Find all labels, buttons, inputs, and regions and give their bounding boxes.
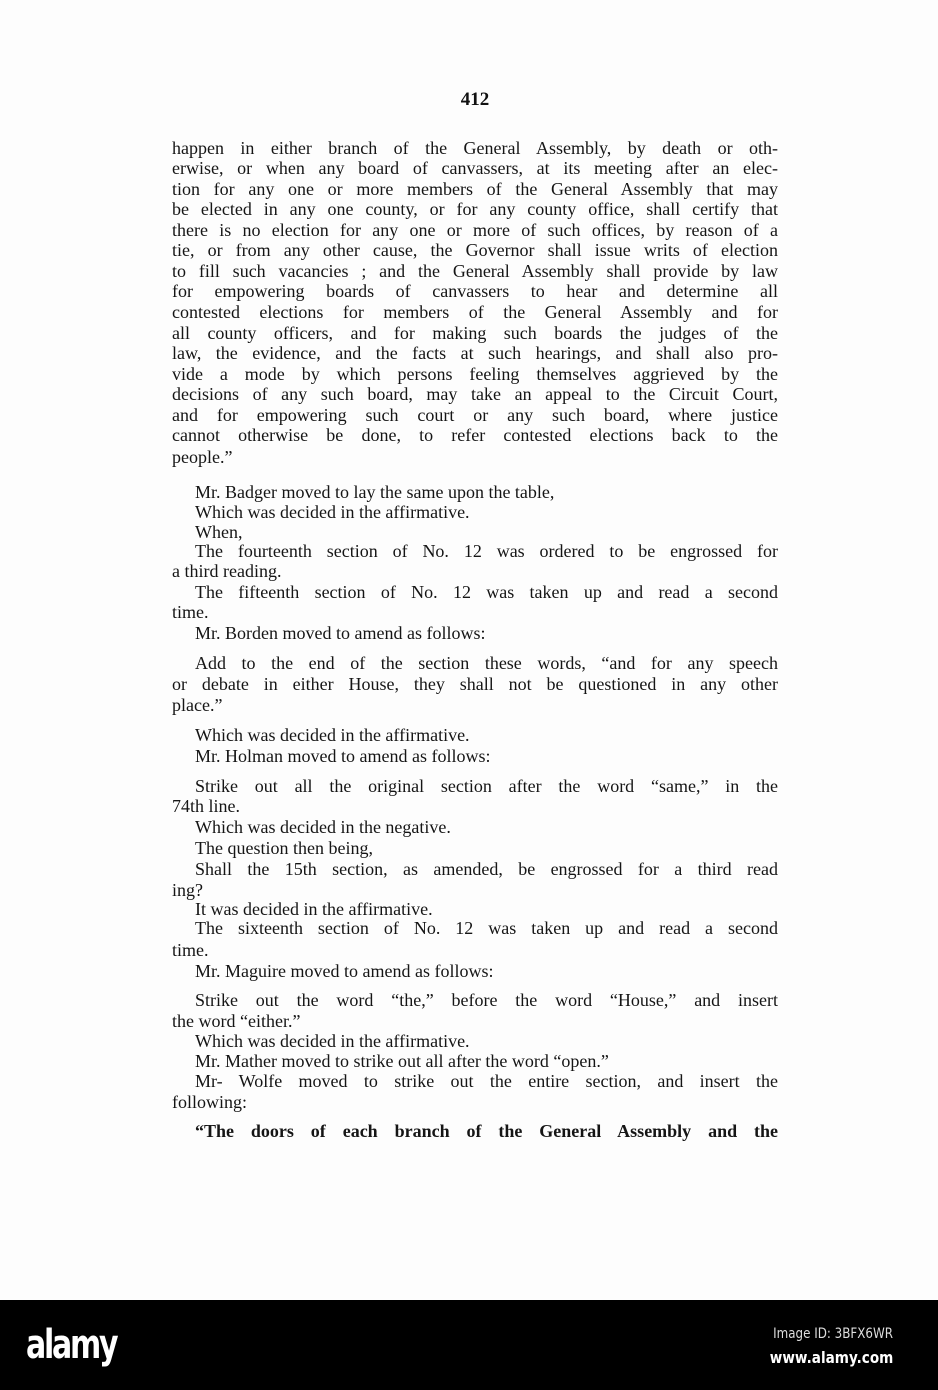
text-line: The question then being,: [195, 838, 373, 858]
text-line: Shall the 15th section, as amended, be engrossed for a third read: [195, 859, 778, 879]
text-line: It was decided in the affirmative.: [195, 899, 433, 919]
text-line: Which was decided in the affirmative.: [195, 1031, 470, 1051]
text-line: all county officers, and for making such boards the judges of the: [172, 323, 778, 343]
text-line: Mr. Badger moved to lay the same upon the table,: [195, 482, 555, 502]
text-line: vide a mode by which persons feeling themselves aggrieved by the: [172, 364, 778, 384]
text-line: Which was decided in the affirmative.: [195, 502, 470, 522]
text-line: tion for any one or more members of the General Assembly that may: [172, 179, 778, 199]
text-line: Add to the end of the section these words, “and for any speech: [195, 653, 778, 673]
text-line: tie, or from any other cause, the Governor shall issue writs of election: [172, 240, 778, 260]
text-line: Strike out all the original section after the word “same,” in the: [195, 776, 778, 796]
image-id: Image ID: 3BFX6WR: [773, 1326, 893, 1342]
text-line: for empowering boards of canvassers to hear and determine all: [172, 281, 778, 301]
text-line: The sixteenth section of No. 12 was taken up and read a second: [195, 918, 778, 938]
site-url: www.alamy.com: [769, 1348, 893, 1367]
text-line: and for empowering such court or any such board, where justice: [172, 405, 778, 425]
text-line: ing?: [172, 880, 203, 900]
watermark-bar: [0, 1300, 938, 1390]
text-line: decisions of any such board, may take an appeal to the Circuit Court,: [172, 384, 778, 404]
text-line: time.: [172, 940, 209, 960]
text-line: The fifteenth section of No. 12 was taken up and read a second: [195, 582, 778, 602]
text-line: erwise, or when any board of canvassers, at its meeting after an elec-: [172, 158, 778, 178]
text-line: Mr. Mather moved to strike out all after the word “open.”: [195, 1051, 609, 1071]
text-line: happen in either branch of the General Assembly, by death or oth-: [172, 138, 778, 158]
text-line: be elected in any one county, or for any county office, shall certify that: [172, 199, 778, 219]
text-line: Mr. Borden moved to amend as follows:: [195, 623, 486, 643]
alamy-logo: alamy: [26, 1322, 117, 1368]
text-line: Mr. Maguire moved to amend as follows:: [195, 961, 494, 981]
text-line: Which was decided in the affirmative.: [195, 725, 470, 745]
text-line: Mr- Wolfe moved to strike out the entire section, and insert the: [195, 1071, 778, 1091]
text-line: law, the evidence, and the facts at such hearings, and shall also pro-: [172, 343, 778, 363]
text-line: When,: [195, 522, 243, 542]
text-line: there is no election for any one or more of such offices, by reason of a: [172, 220, 778, 240]
text-line: Mr. Holman moved to amend as follows:: [195, 746, 491, 766]
text-line: The fourteenth section of No. 12 was ordered to be engrossed for: [195, 541, 778, 561]
text-line: to fill such vacancies ; and the General Assembly shall provide by law: [172, 261, 778, 281]
text-line: the word “either.”: [172, 1011, 301, 1031]
page-number: 412: [460, 89, 490, 110]
text-line: Which was decided in the negative.: [195, 817, 451, 837]
text-line: Strike out the word “the,” before the word “House,” and insert: [195, 990, 778, 1010]
text-line: people.”: [172, 447, 233, 467]
text-line: or debate in either House, they shall not be questioned in any other: [172, 674, 778, 694]
text-line: place.”: [172, 695, 223, 715]
text-line: following:: [172, 1092, 247, 1112]
text-line: contested elections for members of the General Assembly and for: [172, 302, 778, 322]
text-line: cannot otherwise be done, to refer contested elections back to the: [172, 425, 778, 445]
text-line: “The doors of each branch of the General Assembly and the: [195, 1121, 778, 1141]
text-line: time.: [172, 602, 209, 622]
text-line: a third reading.: [172, 561, 282, 581]
text-line: 74th line.: [172, 796, 240, 816]
